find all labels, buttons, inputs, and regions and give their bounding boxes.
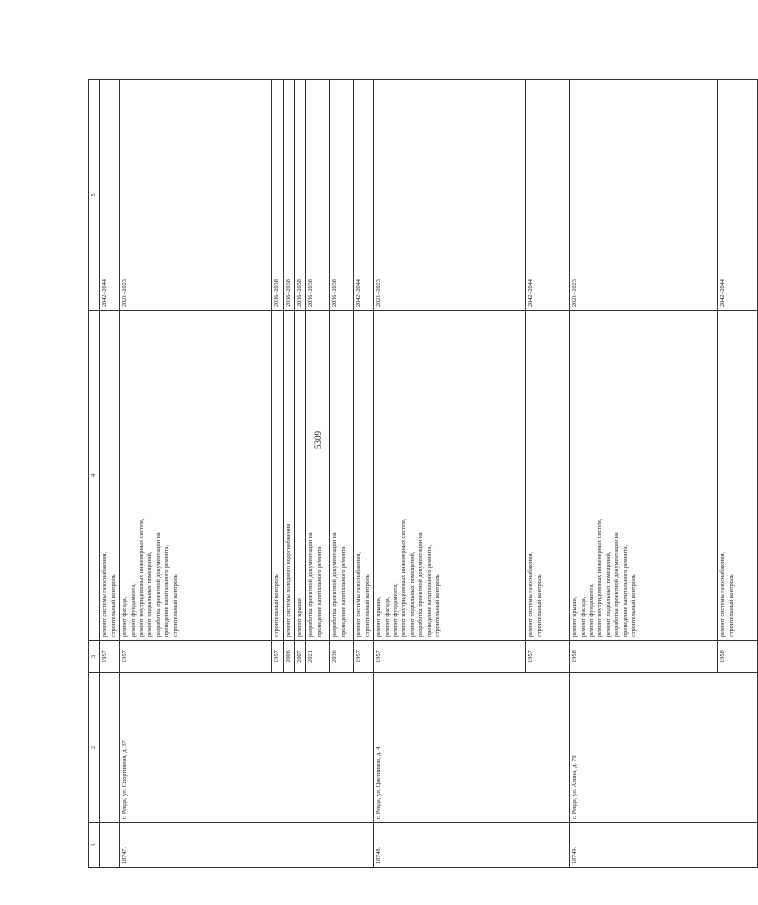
period-cell: 2036–2038 bbox=[330, 80, 354, 311]
number-cell bbox=[718, 823, 758, 868]
work-line: строительный контроль bbox=[727, 574, 735, 637]
number-cell bbox=[330, 823, 354, 868]
work-line: проведение капитального ремонта, bbox=[163, 544, 171, 637]
work-line: ремонт фасада, bbox=[579, 596, 587, 637]
address-cell bbox=[100, 673, 120, 823]
work-cell bbox=[526, 311, 570, 641]
number-cell bbox=[272, 823, 283, 868]
work-line: ремонт системы газоснабжения, bbox=[527, 552, 535, 637]
work-cell bbox=[120, 311, 272, 641]
work-cell bbox=[306, 311, 330, 641]
period-cell: 2042–2044 bbox=[526, 80, 570, 311]
work-line: ремонт фасада, bbox=[383, 596, 391, 637]
number-cell: 18747. bbox=[120, 823, 272, 868]
table-row bbox=[283, 80, 294, 868]
address-cell bbox=[330, 673, 354, 823]
work-line: строительный контроль bbox=[273, 574, 281, 637]
year-cell: 1958 bbox=[718, 641, 758, 673]
address-cell bbox=[272, 673, 283, 823]
work-line: ремонт крыши, bbox=[571, 596, 579, 637]
number-cell bbox=[100, 823, 120, 868]
work-line: ремонт подвальных помещений, bbox=[408, 551, 416, 637]
header-col-5: 5 bbox=[89, 80, 100, 311]
table-row bbox=[120, 80, 272, 868]
period-cell: 2036–2038 bbox=[295, 80, 306, 311]
address-cell: г. Ревда, ул. Цветников, д. 4 bbox=[374, 673, 526, 823]
work-line: строительный контроль bbox=[535, 574, 543, 637]
work-line: ремонт фундамента, bbox=[392, 583, 400, 637]
table-row bbox=[272, 80, 283, 868]
work-line: ремонт крыши bbox=[296, 598, 304, 637]
work-line: строительный контроль bbox=[363, 574, 371, 637]
year-cell: 1957 bbox=[100, 641, 120, 673]
number-cell bbox=[526, 823, 570, 868]
year-cell: 2036 bbox=[330, 641, 354, 673]
work-cell bbox=[570, 311, 718, 641]
work-cell bbox=[330, 311, 354, 641]
year-cell: 1958 bbox=[570, 641, 718, 673]
table-row bbox=[718, 80, 758, 868]
table-body bbox=[100, 80, 758, 868]
number-cell bbox=[354, 823, 374, 868]
work-line: ремонт подвальных помещений, bbox=[604, 551, 612, 637]
year-cell: 2006 bbox=[283, 641, 294, 673]
work-line: ремонт системы газоснабжения, bbox=[719, 552, 727, 637]
header-col-2: 2 bbox=[89, 673, 100, 823]
table-row bbox=[330, 80, 354, 868]
work-line: проведение капитального ремонта bbox=[315, 546, 323, 637]
work-line: ремонт системы холодного водоснабжения bbox=[284, 523, 292, 637]
number-cell: 18748. bbox=[374, 823, 526, 868]
work-line: проведение капитального ремонта, bbox=[425, 544, 433, 637]
work-cell bbox=[283, 311, 294, 641]
header-col-3: 3 bbox=[89, 641, 100, 673]
work-cell bbox=[272, 311, 283, 641]
work-line: строительный контроль bbox=[630, 574, 638, 637]
period-cell: 2021–2023 bbox=[570, 80, 718, 311]
work-line: разработка проектной документации на bbox=[307, 532, 315, 637]
table-row bbox=[374, 80, 526, 868]
address-cell bbox=[306, 673, 330, 823]
address-cell bbox=[295, 673, 306, 823]
work-line: строительный контроль bbox=[109, 574, 117, 637]
number-cell bbox=[283, 823, 294, 868]
year-cell: 1957 bbox=[272, 641, 283, 673]
work-line: ремонт системы газоснабжения, bbox=[101, 552, 109, 637]
work-line: ремонт внутридомовых инженерных систем, bbox=[138, 518, 146, 637]
rotated-table-wrapper bbox=[88, 80, 735, 868]
address-cell: г. Ревда, ул. Спортивная, д. 37 bbox=[120, 673, 272, 823]
table-row bbox=[100, 80, 120, 868]
period-cell: 2021–2023 bbox=[374, 80, 526, 311]
period-cell: 2042–2044 bbox=[100, 80, 120, 311]
table-row bbox=[526, 80, 570, 868]
header-col-4: 4 bbox=[89, 311, 100, 641]
work-line: разработка проектной документации на bbox=[417, 532, 425, 637]
work-line: проведение капитального ремонта, bbox=[621, 544, 629, 637]
year-cell: 1957 bbox=[120, 641, 272, 673]
work-cell bbox=[295, 311, 306, 641]
work-cell bbox=[100, 311, 120, 641]
work-line: строительный контроль bbox=[434, 574, 442, 637]
year-cell: 2021 bbox=[306, 641, 330, 673]
work-line: ремонт внутридомовых инженерных систем, bbox=[596, 518, 604, 637]
work-line: ремонт фундамента, bbox=[588, 583, 596, 637]
work-cell bbox=[718, 311, 758, 641]
header-col-1: 1 bbox=[89, 823, 100, 868]
year-cell: 2007 bbox=[295, 641, 306, 673]
page-number: 5309 bbox=[313, 431, 323, 449]
work-cell bbox=[354, 311, 374, 641]
period-cell: 2021–2023 bbox=[120, 80, 272, 311]
work-line: разработка проектной документации на bbox=[331, 532, 339, 637]
work-line: ремонт фасада, bbox=[121, 596, 129, 637]
table-row bbox=[306, 80, 330, 868]
year-cell: 1957 bbox=[374, 641, 526, 673]
number-cell: 18749. bbox=[570, 823, 718, 868]
work-cell bbox=[374, 311, 526, 641]
work-line: ремонт системы газоснабжения, bbox=[355, 552, 363, 637]
work-line: ремонт фундамента, bbox=[129, 583, 137, 637]
work-line: ремонт крыши, bbox=[375, 596, 383, 637]
year-cell: 1957 bbox=[354, 641, 374, 673]
work-line: разработка проектной документации на bbox=[154, 532, 162, 637]
repair-schedule-table bbox=[88, 79, 758, 868]
address-cell bbox=[526, 673, 570, 823]
period-cell: 2036–2038 bbox=[272, 80, 283, 311]
work-line: строительный контроль bbox=[171, 574, 179, 637]
work-line: ремонт подвальных помещений, bbox=[146, 551, 154, 637]
address-cell: г. Ревда, ул. Азина, д. 79 bbox=[570, 673, 718, 823]
period-cell: 2036–2038 bbox=[306, 80, 330, 311]
work-line: проведение капитального ремонта bbox=[339, 546, 347, 637]
table-header-row bbox=[89, 80, 100, 868]
period-cell: 2042–2044 bbox=[718, 80, 758, 311]
work-line: ремонт внутридомовых инженерных систем, bbox=[400, 518, 408, 637]
period-cell: 2036–2038 bbox=[283, 80, 294, 311]
number-cell bbox=[306, 823, 330, 868]
number-cell bbox=[295, 823, 306, 868]
work-line: разработка проектной документации на bbox=[613, 532, 621, 637]
address-cell bbox=[354, 673, 374, 823]
year-cell: 1957 bbox=[526, 641, 570, 673]
table-row bbox=[570, 80, 718, 868]
address-cell bbox=[283, 673, 294, 823]
period-cell: 2042–2044 bbox=[354, 80, 374, 311]
address-cell bbox=[718, 673, 758, 823]
table-row bbox=[295, 80, 306, 868]
table-row bbox=[354, 80, 374, 868]
